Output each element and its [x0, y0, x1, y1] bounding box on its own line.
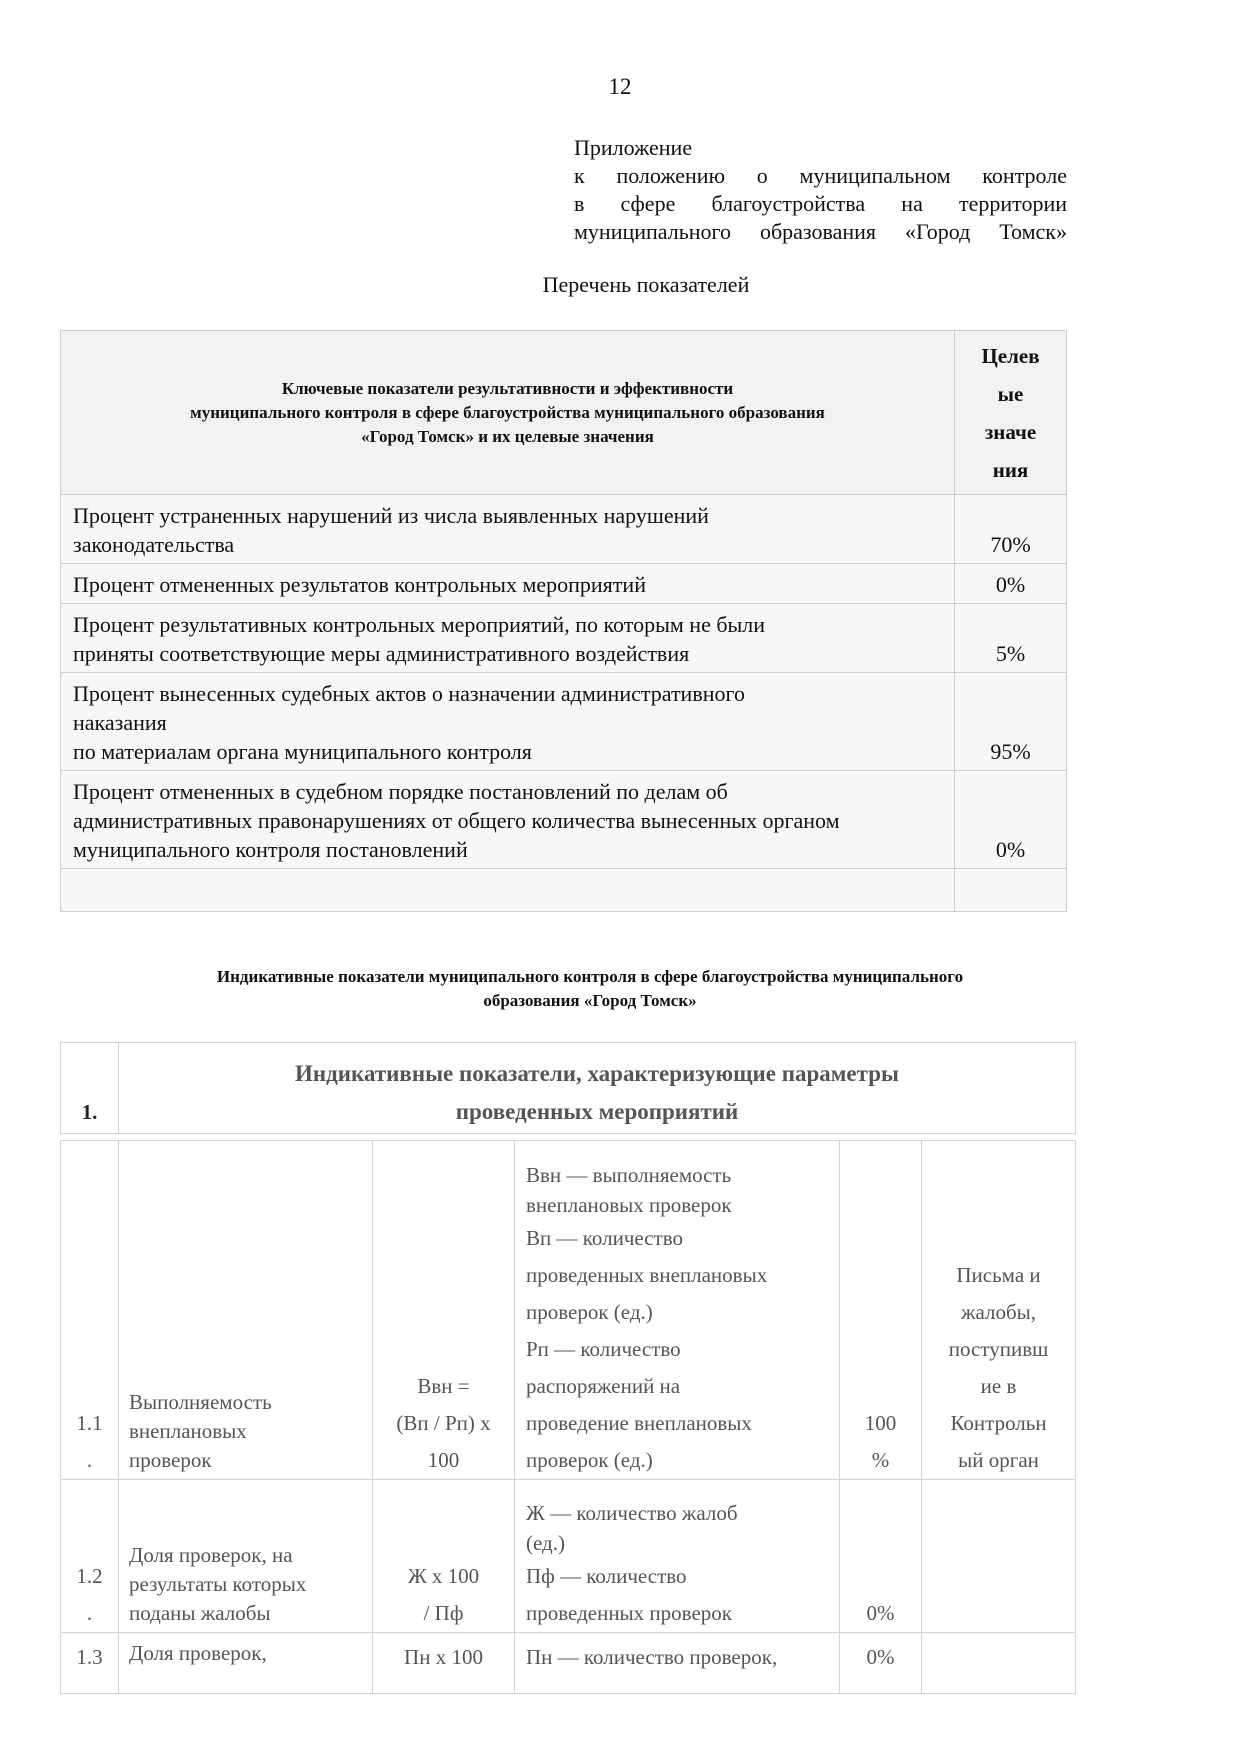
indicative-indicators-table	[60, 1042, 1076, 1694]
appendix-line: к положению о муниципальном контроле	[574, 163, 1067, 188]
section-number: 1.	[61, 1043, 119, 1134]
formula-description: Пн — количество проверок,	[515, 1633, 840, 1694]
text-line: Доля проверок, на	[129, 1543, 293, 1567]
appendix-block	[574, 134, 1067, 246]
text-line: Вп — количество	[526, 1226, 683, 1250]
formula-description	[515, 1480, 840, 1633]
header-line: Ключевые показатели результативности и эффективности	[281, 378, 734, 398]
text-line: Процент отмененных в судебном порядке постановлений по делам об	[73, 779, 728, 804]
table-header-row	[61, 1043, 1076, 1134]
text-line: проведение внеплановых	[526, 1411, 752, 1435]
empty-cell	[955, 869, 1067, 912]
text-line: Контрольн	[950, 1411, 1047, 1435]
text-line: результаты которых	[129, 1572, 307, 1596]
text-line: Процент результативных контрольных мероприятий, по которым не были	[73, 612, 766, 637]
list-title: Перечень показателей	[542, 272, 750, 297]
text-line: Ввн =	[417, 1374, 470, 1398]
text-line: административных правонарушениях от общего количества вынесенных органом	[73, 808, 840, 833]
text-line: Ж — количество жалоб	[526, 1501, 738, 1525]
table-header-row	[61, 331, 1067, 495]
text-line: Ж х 100	[407, 1564, 480, 1588]
row-number	[61, 1141, 119, 1480]
text-line: проверок	[129, 1448, 212, 1472]
text-line: жалобы,	[960, 1300, 1037, 1324]
appendix-line: в сфере благоустройства на территории	[574, 191, 1067, 216]
target-values-header	[955, 331, 1067, 495]
indicative-section-title	[110, 965, 1070, 1013]
target-value: 95%	[955, 673, 1067, 771]
text-line: Выполняемость	[129, 1390, 272, 1414]
indicator-name: Доля проверок,	[119, 1633, 373, 1694]
indicator-name	[61, 495, 955, 564]
text-line: проведенных внеплановых	[526, 1263, 768, 1287]
row-number	[61, 1480, 119, 1633]
data-source	[922, 1141, 1076, 1480]
text-line: 100	[427, 1448, 460, 1472]
indicator-value: 0%	[840, 1633, 922, 1694]
header-line: ния	[992, 457, 1029, 482]
formula	[373, 1480, 515, 1633]
header-line: Целев	[981, 343, 1040, 368]
header-line: муниципального контроля в сфере благоустройства муниципального образования	[190, 402, 825, 422]
text-line: наказания	[73, 710, 167, 735]
formula: Пн х 100	[373, 1633, 515, 1694]
text-line: проверок (ед.)	[526, 1300, 653, 1324]
formula-description	[515, 1141, 840, 1480]
text-line: законодательства	[73, 532, 235, 557]
target-value: 0%	[955, 771, 1067, 869]
data-source	[922, 1480, 1076, 1633]
appendix-title: Приложение	[574, 135, 693, 160]
text-line: Рп — количество	[526, 1337, 681, 1361]
empty-cell	[61, 869, 955, 912]
text-line: Ввн — выполняемость	[526, 1163, 732, 1187]
table-row	[61, 495, 1067, 564]
text-line: приняты соответствующие меры административного воздействия	[73, 641, 690, 666]
text-line: (ед.)	[526, 1531, 565, 1555]
key-indicators-header	[61, 331, 955, 495]
title-line: образования «Город Томск»	[483, 991, 697, 1010]
text-line: (Вп / Рп) х	[396, 1411, 491, 1435]
section-title	[119, 1043, 1076, 1134]
table-row	[61, 564, 1067, 604]
page-number: 12	[608, 74, 632, 99]
target-value: 5%	[955, 604, 1067, 673]
indicator-name	[61, 564, 955, 604]
text-line: Индикативные показатели, характеризующие параметры	[295, 1061, 899, 1086]
text-line: Процент устраненных нарушений из числа выявленных нарушений	[73, 503, 709, 528]
indicator-name	[61, 673, 955, 771]
text-line: Пф — количество	[526, 1564, 687, 1588]
target-value: 70%	[955, 495, 1067, 564]
indicator-name	[61, 771, 955, 869]
text-line: ый орган	[958, 1448, 1039, 1472]
text-line: распоряжений на	[526, 1374, 681, 1398]
text-line: проведенных проверок	[526, 1601, 732, 1625]
text-line: .	[86, 1601, 93, 1625]
text-line: / Пф	[423, 1601, 464, 1625]
indicator-name	[61, 604, 955, 673]
header-line: значе	[984, 419, 1037, 444]
indicator-name	[119, 1141, 373, 1480]
text-line: Процент отмененных результатов контрольных мероприятий	[73, 572, 646, 597]
row-number: 1.3	[61, 1633, 119, 1694]
text-line: по материалам органа муниципального контроля	[73, 739, 532, 764]
indicator-value	[840, 1141, 922, 1480]
text-line: поступивш	[948, 1337, 1049, 1361]
target-value: 0%	[955, 564, 1067, 604]
table-row	[61, 771, 1067, 869]
text-line: внеплановых	[129, 1419, 247, 1443]
text-line: муниципального контроля постановлений	[73, 837, 468, 862]
text-line: Процент вынесенных судебных актов о назначении административного	[73, 681, 745, 706]
title-line: Индикативные показатели муниципального контроля в сфере благоустройства муниципального	[216, 967, 964, 986]
data-source	[922, 1633, 1076, 1694]
table-row	[61, 604, 1067, 673]
text-line: поданы жалобы	[129, 1601, 271, 1625]
text-line: ие в	[980, 1374, 1017, 1398]
spacer-row	[61, 1134, 1076, 1141]
header-line: ые	[997, 381, 1024, 406]
table-row	[61, 673, 1067, 771]
formula	[373, 1141, 515, 1480]
indicator-name	[119, 1480, 373, 1633]
key-indicators-table	[60, 330, 1067, 912]
text-line: Письма и	[956, 1263, 1041, 1287]
text-line: внеплановых проверок	[526, 1193, 732, 1217]
text-line: проведенных мероприятий	[455, 1099, 739, 1124]
text-line: 1.1	[76, 1411, 103, 1435]
table-row	[61, 1633, 1076, 1694]
spacer-cell	[61, 1134, 1076, 1141]
text-line: .	[86, 1448, 93, 1472]
text-line: 100	[864, 1411, 897, 1435]
text-line: 1.2	[76, 1564, 103, 1588]
text-line: %	[871, 1448, 890, 1472]
text-line: проверок (ед.)	[526, 1448, 653, 1472]
header-line: «Город Томск» и их целевые значения	[361, 426, 654, 446]
table-row	[61, 1480, 1076, 1633]
appendix-line: муниципального образования «Город Томск»	[574, 219, 1067, 244]
indicator-value: 0%	[840, 1480, 922, 1633]
table-row	[61, 1141, 1076, 1480]
empty-row	[61, 869, 1067, 912]
